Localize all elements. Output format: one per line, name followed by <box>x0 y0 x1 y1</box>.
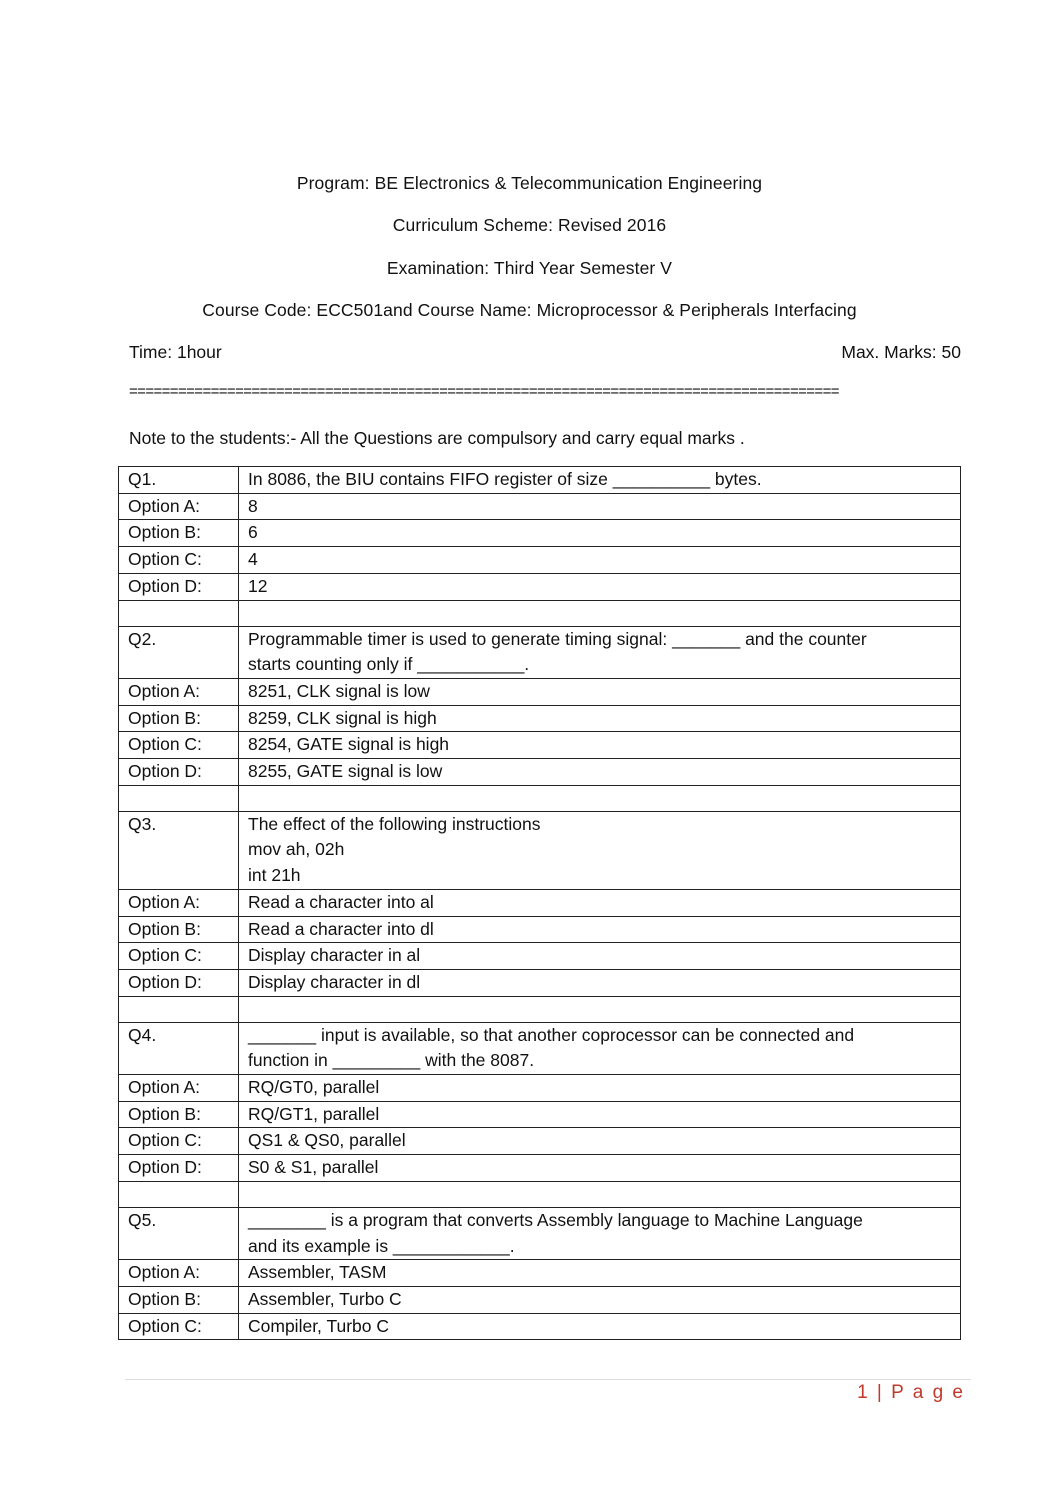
option-text: RQ/GT0, parallel <box>239 1075 961 1102</box>
time-limit: Time: 1hour <box>129 342 222 362</box>
option-row <box>119 759 961 786</box>
option-text: S0 & S1, parallel <box>239 1155 961 1182</box>
spacer-cell <box>239 996 961 1022</box>
spacer-cell <box>119 996 239 1022</box>
spacer-cell <box>239 785 961 811</box>
footer-divider <box>125 1379 971 1380</box>
option-text: Read a character into al <box>239 889 961 916</box>
option-text: QS1 & QS0, parallel <box>239 1128 961 1155</box>
option-text: 12 <box>239 573 961 600</box>
option-label: Option D: <box>119 573 239 600</box>
option-label: Option A: <box>119 1075 239 1102</box>
option-text: Display character in al <box>239 943 961 970</box>
option-text: Assembler, Turbo C <box>239 1286 961 1313</box>
option-row <box>119 1101 961 1128</box>
option-label: Option B: <box>119 705 239 732</box>
option-label: Option D: <box>119 969 239 996</box>
max-marks: Max. Marks: 50 <box>841 342 961 362</box>
option-row <box>119 1075 961 1102</box>
option-row <box>119 705 961 732</box>
option-label: Option B: <box>119 916 239 943</box>
spacer-row <box>119 600 961 626</box>
option-row <box>119 573 961 600</box>
option-label: Option D: <box>119 759 239 786</box>
option-label: Option C: <box>119 732 239 759</box>
option-text: 8259, CLK signal is high <box>239 705 961 732</box>
option-row <box>119 943 961 970</box>
question-text: _______ input is available, so that another coprocessor can be connected and function in _________ with the 8087. <box>239 1022 961 1074</box>
option-label: Option C: <box>119 1313 239 1340</box>
question-text: In 8086, the BIU contains FIFO register of size __________ bytes. <box>239 467 961 494</box>
spacer-cell <box>119 1181 239 1207</box>
option-label: Option C: <box>119 1128 239 1155</box>
option-label: Option A: <box>119 493 239 520</box>
option-label: Option C: <box>119 943 239 970</box>
question-label: Q3. <box>119 811 239 889</box>
question-row <box>119 1022 961 1074</box>
option-label: Option A: <box>119 889 239 916</box>
option-row <box>119 969 961 996</box>
question-text: Programmable timer is used to generate timing signal: _______ and the counter starts counting only if ___________. <box>239 626 961 678</box>
option-row <box>119 1286 961 1313</box>
option-row <box>119 520 961 547</box>
option-row <box>119 1128 961 1155</box>
option-row <box>119 889 961 916</box>
option-text: Compiler, Turbo C <box>239 1313 961 1340</box>
course-title: Course Code: ECC501and Course Name: Microprocessor & Peripherals Interfacing <box>202 300 857 320</box>
option-row <box>119 547 961 574</box>
option-row <box>119 493 961 520</box>
question-row <box>119 467 961 494</box>
question-label: Q2. <box>119 626 239 678</box>
option-text: RQ/GT1, parallel <box>239 1101 961 1128</box>
option-text: 8255, GATE signal is low <box>239 759 961 786</box>
examination-title: Examination: Third Year Semester V <box>386 258 673 278</box>
option-label: Option C: <box>119 547 239 574</box>
option-label: Option A: <box>119 1260 239 1287</box>
option-text: 8251, CLK signal is low <box>239 678 961 705</box>
question-label: Q5. <box>119 1207 239 1259</box>
option-text: Display character in dl <box>239 969 961 996</box>
page-number: 1 | P a g e <box>857 1382 965 1403</box>
question-row <box>119 626 961 678</box>
separator-line: ======================================================================================= <box>129 383 839 400</box>
spacer-cell <box>119 600 239 626</box>
spacer-row <box>119 785 961 811</box>
option-row <box>119 1155 961 1182</box>
option-row <box>119 1260 961 1287</box>
question-text: ________ is a program that converts Assembly language to Machine Language and its example is ____________. <box>239 1207 961 1259</box>
spacer-cell <box>119 785 239 811</box>
option-text: Read a character into dl <box>239 916 961 943</box>
option-row <box>119 732 961 759</box>
students-note: Note to the students:- All the Questions are compulsory and carry equal marks . <box>129 428 745 448</box>
spacer-row <box>119 1181 961 1207</box>
option-label: Option A: <box>119 678 239 705</box>
option-text: 4 <box>239 547 961 574</box>
option-label: Option B: <box>119 1286 239 1313</box>
question-row <box>119 811 961 889</box>
option-row <box>119 678 961 705</box>
option-text: Assembler, TASM <box>239 1260 961 1287</box>
question-label: Q4. <box>119 1022 239 1074</box>
option-label: Option B: <box>119 1101 239 1128</box>
question-row <box>119 1207 961 1259</box>
spacer-cell <box>239 600 961 626</box>
program-title: Program: BE Electronics & Telecommunication Engineering <box>296 173 763 193</box>
option-text: 8254, GATE signal is high <box>239 732 961 759</box>
option-text: 8 <box>239 493 961 520</box>
spacer-row <box>119 996 961 1022</box>
option-row <box>119 916 961 943</box>
option-label: Option B: <box>119 520 239 547</box>
curriculum-scheme: Curriculum Scheme: Revised 2016 <box>392 215 667 235</box>
option-label: Option D: <box>119 1155 239 1182</box>
question-label: Q1. <box>119 467 239 494</box>
questions-table <box>118 466 961 1340</box>
option-row <box>119 1313 961 1340</box>
question-text: The effect of the following instructions mov ah, 02h int 21h <box>239 811 961 889</box>
option-text: 6 <box>239 520 961 547</box>
spacer-cell <box>239 1181 961 1207</box>
